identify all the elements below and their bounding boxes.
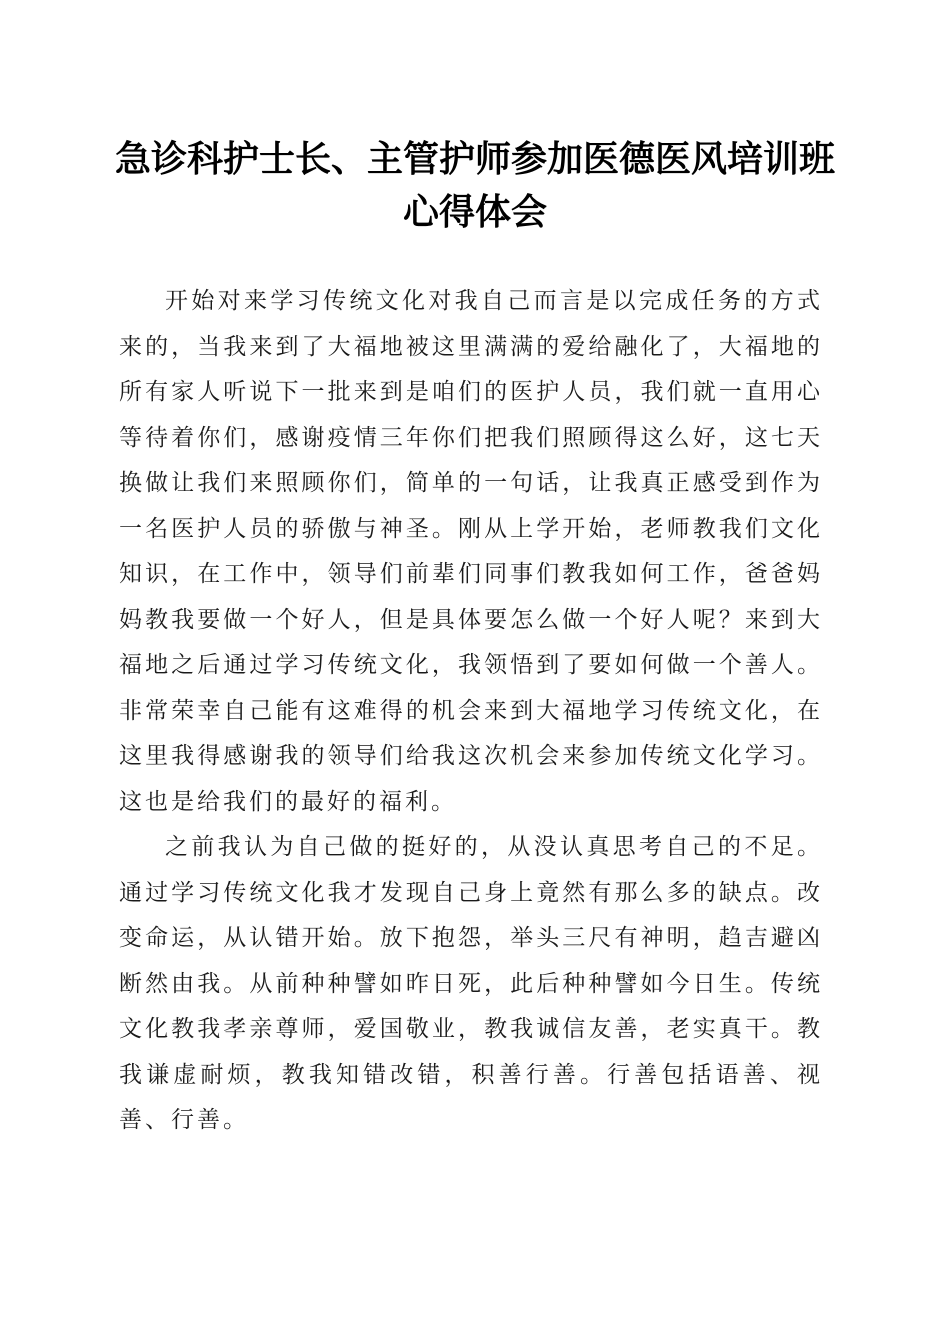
document-body — [119, 279, 823, 1144]
document-title: 急诊科护士长、主管护师参加医德医风培训班心得体会 — [114, 138, 835, 233]
paragraph-2: 之前我认为自己做的挺好的，从没认真思考自己的不足。通过学习传统文化我才发现自己身上竟然有那么多的缺点。改变命运，从认错开始。放下抱怨，举头三尺有神明，趋吉避凶断然由我。从前种种譬如昨日死，此后种种譬如今日生。传统文化教我孝亲尊师，爱国敬业，教我诚信友善，老实真干。教我谦虚耐烦，教我知错改错，积善行善。行善包括语善、视善、行善。 — [119, 834, 823, 1133]
paragraph-1: 开始对来学习传统文化对我自己而言是以完成任务的方式来的，当我来到了大福地被这里满满的爱给融化了，大福地的所有家人听说下一批来到是咱们的医护人员，我们就一直用心等待着你们，感谢疫情三年你们把我们照顾得这么好，这七天换做让我们来照顾你们，简单的一句话，让我真正感受到作为一名医护人员的骄傲与神圣。刚从上学开始，老师教我们文化知识，在工作中，领导们前辈们同事们教我如何工作，爸爸妈妈教我要做一个好人，但是具体要怎么做一个好人呢？来到大福地之后通过学习传统文化，我领悟到了要如何做一个善人。非常荣幸自己能有这难得的机会来到大福地学习传统文化，在这里我得感谢我的领导们给我这次机会来参加传统文化学习。这也是给我们的最好的福利。 — [119, 288, 823, 815]
